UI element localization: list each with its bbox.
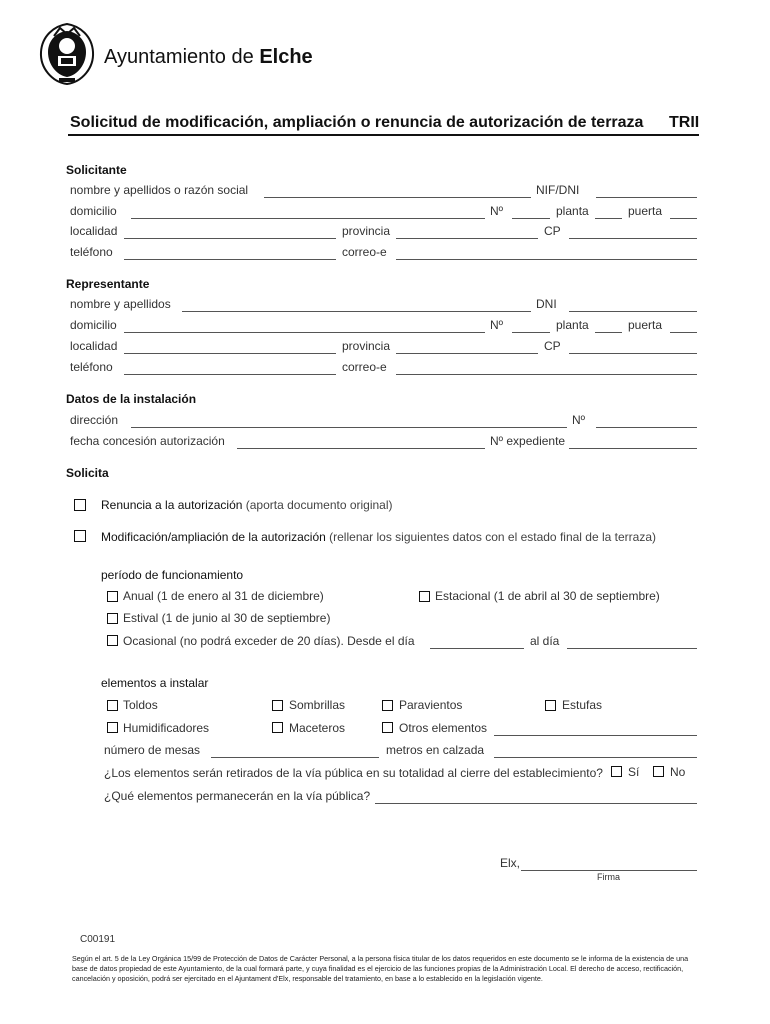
maceteros-checkbox[interactable] (272, 722, 283, 733)
legal-notice: Según el art. 5 de la Ley Orgánica 15/99 de Protección de Datos de Carácter Personal, a la persona física titular de los datos requeridos en este documento se le informa de la existencia de una base de datos propiedad de este Ayuntamiento, de la cual formará parte, y cuya finalidad es el ejercicio de las funciones propias de la Administración Local. El derecho de acceso, rectificación, cancelación y oposición, podrá ser ejercitado en el Ajuntament d'Elx, responsable del tratamiento, en base a lo establecido en la legislación vigente. (72, 954, 689, 983)
modificacion-label (101, 530, 656, 544)
metros-field[interactable] (494, 743, 697, 758)
estacional-label: Estacional (1 de abril al 30 de septiembre) (435, 589, 660, 603)
solicitante-provincia-field[interactable] (396, 224, 538, 239)
solicitante-nif-field[interactable] (596, 183, 697, 198)
anual-label: Anual (1 de enero al 31 de diciembre) (123, 589, 324, 603)
no-checkbox[interactable] (653, 766, 664, 777)
solicitante-cp-field[interactable] (569, 224, 697, 239)
solicitante-planta-field[interactable] (595, 204, 622, 219)
representante-cp-field[interactable] (569, 339, 697, 354)
renuncia-label (101, 498, 393, 512)
estival-checkbox[interactable] (107, 613, 118, 624)
firma-label: Firma (597, 872, 620, 882)
si-checkbox[interactable] (611, 766, 622, 777)
no-label: No (670, 765, 686, 779)
brand-name: Ayuntamiento de Elche (104, 46, 313, 68)
representante-telefono-field[interactable] (124, 360, 336, 375)
renuncia-bold: Renuncia a la autorización (101, 498, 243, 512)
solicitante-heading: Solicitante (66, 163, 127, 177)
humidificadores-checkbox[interactable] (107, 722, 118, 733)
solicitante-nombre-field[interactable] (264, 183, 531, 198)
estival-label: Estival (1 de junio al 30 de septiembre) (123, 611, 331, 625)
paravientos-checkbox[interactable] (382, 700, 393, 711)
instalacion-expediente-field[interactable] (569, 434, 697, 449)
retirados-question: ¿Los elementos serán retirados de la vía pública en su totalidad al cierre del establecimiento? (104, 766, 603, 780)
toldos-checkbox[interactable] (107, 700, 118, 711)
representante-domicilio-field[interactable] (124, 318, 485, 333)
solicitante-domicilio-field[interactable] (131, 204, 485, 219)
representante-provincia-label: provincia (342, 339, 391, 353)
solicitante-correo-field[interactable] (396, 245, 697, 260)
otros-label: Otros elementos (399, 721, 488, 735)
solicitante-numero-field[interactable] (512, 204, 550, 219)
toldos-label: Toldos (123, 698, 158, 712)
modificacion-note: (rellenar los siguientes datos con el estado final de la terraza) (329, 530, 656, 544)
firma-field[interactable] (521, 856, 697, 871)
doc-code: C00191 (80, 934, 116, 945)
firma-place: Elx, (500, 856, 521, 870)
al-dia-label: al día (530, 634, 560, 648)
humidificadores-label: Humidificadores (123, 721, 210, 735)
representante-telefono-label: teléfono (70, 360, 113, 374)
representante-heading: Representante (66, 277, 150, 291)
solicitante-correo-label: correo-e (342, 245, 387, 259)
paravientos-label: Paravientos (399, 698, 463, 712)
instalacion-numero-label: Nº (572, 413, 586, 427)
si-label: Sí (628, 765, 640, 779)
estufas-label: Estufas (562, 698, 603, 712)
ocasional-label: Ocasional (no podrá exceder de 20 días). Desde el día (123, 634, 415, 648)
permanecen-question: ¿Qué elementos permanecerán en la vía pública? (104, 789, 371, 803)
title-rule (68, 134, 699, 136)
instalacion-heading: Datos de la instalación (66, 392, 197, 406)
instalacion-direccion-label: dirección (70, 413, 119, 427)
instalacion-direccion-field[interactable] (131, 413, 567, 428)
ocasional-desde-field[interactable] (430, 634, 524, 649)
mesas-field[interactable] (211, 743, 379, 758)
form-code: TRII (669, 114, 700, 131)
mesas-label: número de mesas (104, 743, 201, 757)
page-title: Solicitud de modificación, ampliación o renuncia de autorización de terraza (70, 114, 644, 131)
representante-domicilio-label: domicilio (70, 318, 117, 332)
estacional-checkbox[interactable] (419, 591, 430, 602)
representante-puerta-field[interactable] (670, 318, 697, 333)
representante-provincia-field[interactable] (396, 339, 538, 354)
instalacion-fecha-field[interactable] (237, 434, 485, 449)
solicitante-telefono-label: teléfono (70, 245, 113, 259)
estufas-checkbox[interactable] (545, 700, 556, 711)
instalacion-numero-field[interactable] (596, 413, 697, 428)
solicitante-puerta-label: puerta (628, 204, 663, 218)
representante-dni-label: DNI (536, 297, 557, 311)
metros-label: metros en calzada (386, 743, 485, 757)
solicitante-puerta-field[interactable] (670, 204, 697, 219)
solicitante-nif-label: NIF/DNI (536, 183, 580, 197)
sombrillas-label: Sombrillas (289, 698, 346, 712)
otros-checkbox[interactable] (382, 722, 393, 733)
maceteros-label: Maceteros (289, 721, 346, 735)
coat-of-arms-icon (36, 22, 98, 86)
representante-localidad-label: localidad (70, 339, 118, 353)
solicitante-localidad-label: localidad (70, 224, 118, 238)
ocasional-hasta-field[interactable] (567, 634, 697, 649)
representante-cp-label: CP (544, 339, 561, 353)
representante-puerta-label: puerta (628, 318, 663, 332)
solicitante-nombre-label: nombre y apellidos o razón social (70, 183, 249, 197)
solicitante-cp-label: CP (544, 224, 561, 238)
representante-nombre-field[interactable] (182, 297, 531, 312)
solicitante-telefono-field[interactable] (124, 245, 336, 260)
modificacion-checkbox[interactable] (74, 530, 86, 542)
representante-localidad-field[interactable] (124, 339, 336, 354)
solicitante-provincia-label: provincia (342, 224, 391, 238)
permanecen-field[interactable] (375, 789, 697, 804)
solicitante-numero-label: Nº (490, 204, 504, 218)
sombrillas-checkbox[interactable] (272, 700, 283, 711)
anual-checkbox[interactable] (107, 591, 118, 602)
ocasional-checkbox[interactable] (107, 635, 118, 646)
solicitante-localidad-field[interactable] (124, 224, 336, 239)
representante-correo-label: correo-e (342, 360, 387, 374)
elementos-heading: elementos a instalar (101, 676, 209, 690)
representante-nombre-label: nombre y apellidos (70, 297, 171, 311)
representante-planta-label: planta (556, 318, 589, 332)
representante-numero-field[interactable] (512, 318, 550, 333)
otros-field[interactable] (494, 721, 697, 736)
modificacion-bold: Modificación/ampliación de la autorización (101, 530, 326, 544)
solicitante-domicilio-label: domicilio (70, 204, 117, 218)
renuncia-checkbox[interactable] (74, 499, 86, 511)
solicita-heading: Solicita (66, 466, 109, 480)
periodo-heading: período de funcionamiento (101, 568, 244, 582)
solicitante-planta-label: planta (556, 204, 589, 218)
representante-planta-field[interactable] (595, 318, 622, 333)
representante-correo-field[interactable] (396, 360, 697, 375)
renuncia-note: (aporta documento original) (245, 498, 393, 512)
representante-numero-label: Nº (490, 318, 504, 332)
instalacion-expediente-label: Nº expediente (490, 434, 566, 448)
instalacion-fecha-label: fecha concesión autorización (70, 434, 225, 448)
representante-dni-field[interactable] (569, 297, 697, 312)
